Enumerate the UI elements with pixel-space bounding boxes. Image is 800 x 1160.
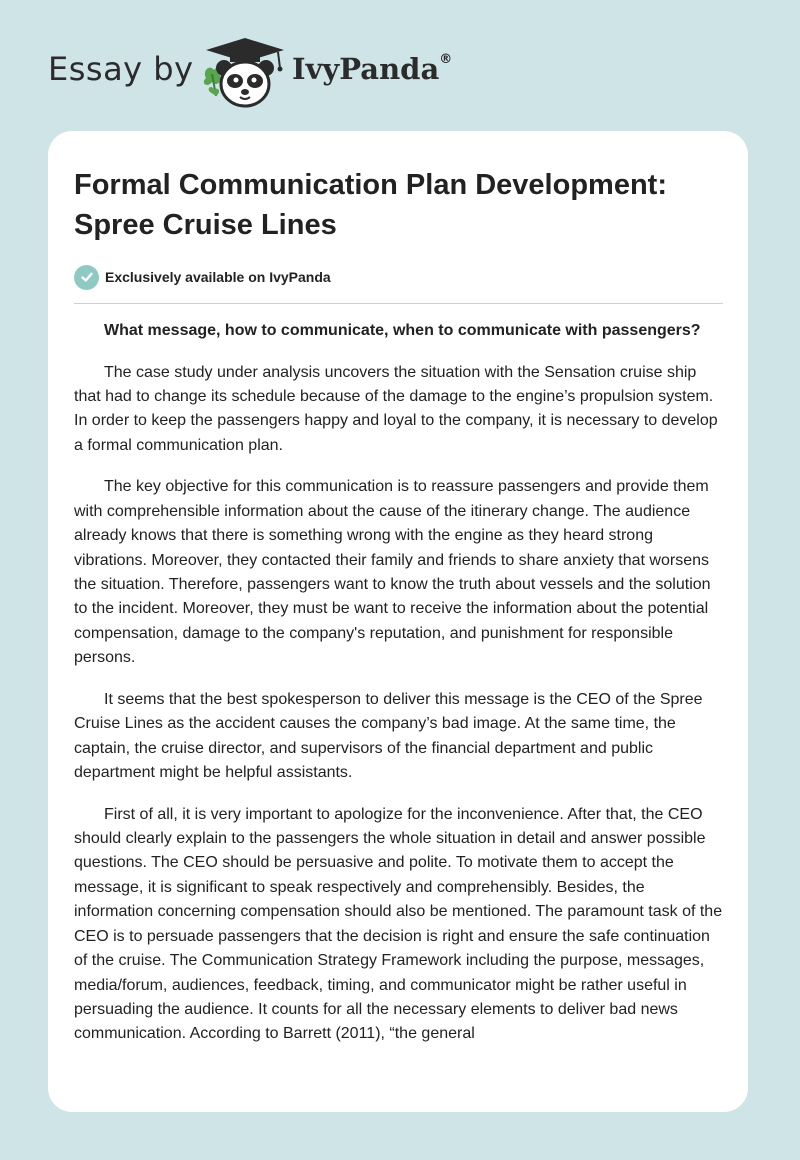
site-header	[0, 0, 800, 130]
panda-logo-icon[interactable]	[200, 34, 290, 110]
divider	[74, 303, 723, 304]
registered-mark: ®	[439, 52, 453, 67]
essay-card	[48, 131, 748, 1112]
body-paragraph: First of all, it is very important to apologize for the inconvenience. After that, the CEO should clearly explain to the passengers the whole situation in detail and answer possible questions. The CEO should be persuasive and polite. To motivate them to accept the message, it is significant to speak respectively and comprehensibly. Besides, the information concerning compensation should also be mentioned. The paramount task of the CEO is to persuade passengers that the decision is right and ensure the safe continuation of the cruise. The Communication Strategy Framework including the purpose, messages, media/forum, audiences, feedback, timing, and communicator might be rather useful in persuading the audience. It counts for all the necessary elements to deliver bad news communication. According to Barrett (2011), “the general	[74, 805, 723, 1043]
check-icon	[74, 265, 99, 290]
brand-name[interactable]	[292, 52, 452, 86]
essay-by-label: Essay by	[48, 50, 194, 88]
body-paragraph: The key objective for this communication is to reassure passengers and provide them with comprehensible information about the cause of the itinerary change. The audience already knows that there is something wrong with the engine as they heard strong vibrations. Moreover, they contacted their family and friends to share anxiety that worsens the situation. Therefore, passengers want to know the truth about vessels and the solution to the incident. Moreover, they must be want to receive the information about the potential compensation, damage to the company's reputation, and punishment for responsible persons.	[74, 478, 711, 667]
body-paragraph: It seems that the best spokesperson to deliver this message is the CEO of the Spree Cruise Lines as the accident causes the company’s bad image. At the same time, the captain, the cruise director, and supervisors of the financial department and public department might be helpful assistants.	[74, 690, 703, 782]
brand-text: IvyPanda	[292, 52, 440, 86]
question-heading: What message, how to communicate, when to communicate with passengers?	[104, 322, 701, 339]
essay-body	[74, 319, 726, 1064]
exclusive-label: Exclusively available on IvyPanda	[105, 269, 331, 285]
body-paragraph: The case study under analysis uncovers the situation with the Sensation cruise ship that had to change its schedule because of the damage to the engine’s propulsion system. In order to keep the passengers happy and loyal to the company, it is necessary to develop a formal communication plan.	[74, 363, 718, 454]
essay-title: Formal Communication Plan Development: Spree Cruise Lines	[74, 169, 667, 241]
exclusive-badge	[74, 264, 331, 290]
